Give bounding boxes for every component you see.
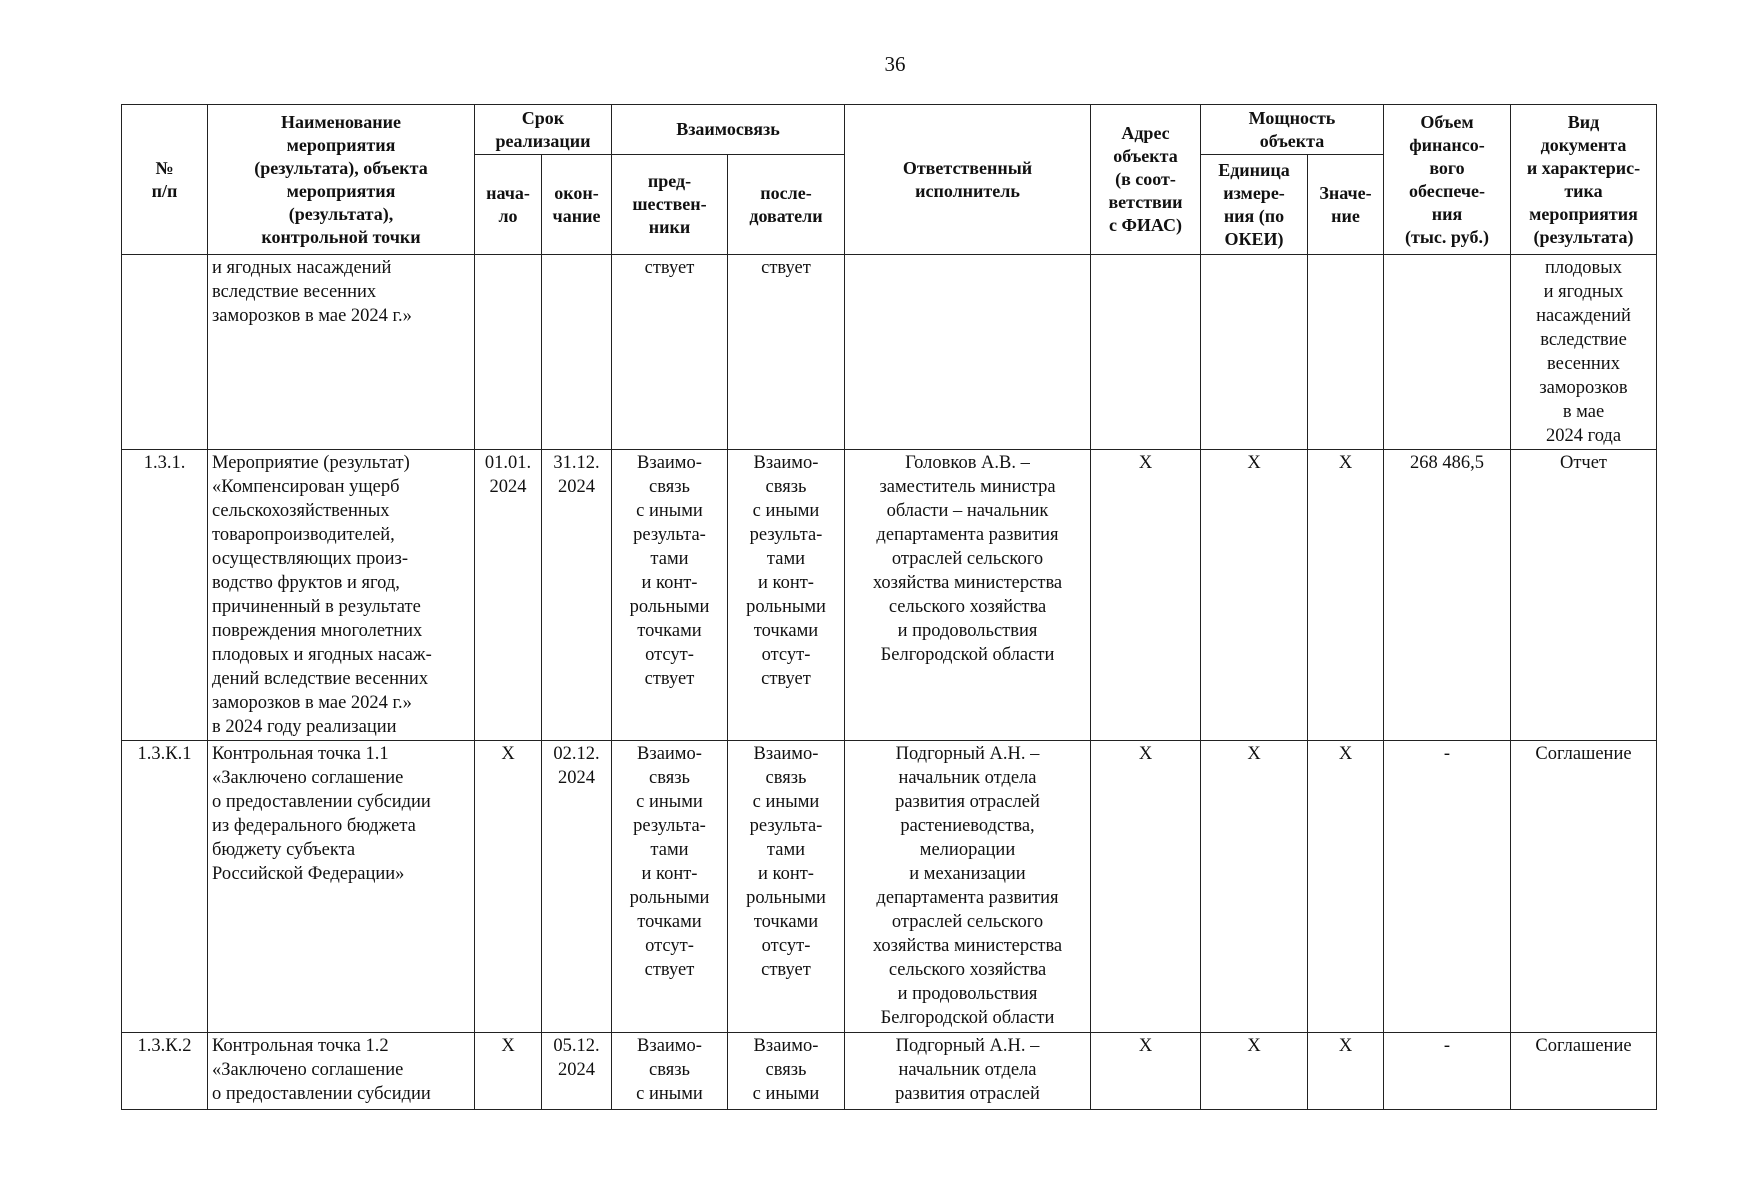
header-address: Адрес объекта (в соот- ветствии с ФИАС) (1091, 105, 1201, 255)
cell-value: X (1308, 1033, 1384, 1110)
header-doc-type: Вид документа и характерис- тика мероприятия (результата) (1511, 105, 1657, 255)
table-row (122, 255, 1657, 450)
cell-address (1091, 255, 1201, 450)
header-num: № п/п (122, 105, 208, 255)
cell-num: 1.3.К.1 (122, 741, 208, 1033)
header-capacity: Мощность объекта (1201, 105, 1384, 155)
cell-doc: Соглашение (1511, 741, 1657, 1033)
cell-start: 01.01. 2024 (475, 450, 542, 741)
header-link-pred: пред- шествен- ники (612, 155, 728, 255)
cell-unit: X (1201, 450, 1308, 741)
activities-table (121, 104, 1657, 1110)
cell-pred: Взаимо- связь с иными результа- тами и конт- рольными точками отсут- ствует (612, 741, 728, 1033)
cell-succ: Взаимо- связь с иными результа- тами и конт- рольными точками отсут- ствует (728, 741, 845, 1033)
cell-start: X (475, 741, 542, 1033)
cell-num: 1.3.1. (122, 450, 208, 741)
cell-succ: Взаимо- связь с иными результа- тами и конт- рольными точками отсут- ствует (728, 450, 845, 741)
cell-responsible (845, 255, 1091, 450)
cell-end: 02.12. 2024 (542, 741, 612, 1033)
header-capacity-unit: Единица измере- ния (по ОКЕИ) (1201, 155, 1308, 255)
header-link-succ: после- дователи (728, 155, 845, 255)
cell-pred: Взаимо- связь с иными результа- тами и конт- рольными точками отсут- ствует (612, 450, 728, 741)
cell-num: 1.3.К.2 (122, 1033, 208, 1110)
table-header (122, 105, 1657, 255)
cell-name: Мероприятие (результат) «Компенсирован ущерб сельскохозяйственных товаропроизводителей, осуществляющих произ- водство фруктов и ягод, причиненный в результате повреждения многолетних плодовых и ягодных насаж- дений вследствие весенних заморозков в мае 2024 г.» в 2024 году реализации (208, 450, 475, 741)
cell-unit (1201, 255, 1308, 450)
cell-value (1308, 255, 1384, 450)
cell-pred: ствует (612, 255, 728, 450)
cell-name: и ягодных насаждений вследствие весенних заморозков в мае 2024 г.» (208, 255, 475, 450)
cell-address: X (1091, 1033, 1201, 1110)
cell-finance (1384, 255, 1511, 450)
page-number: 36 (884, 52, 906, 76)
cell-name: Контрольная точка 1.2 «Заключено соглашение о предоставлении субсидии (208, 1033, 475, 1110)
table-row (122, 1033, 1657, 1110)
cell-end: 05.12. 2024 (542, 1033, 612, 1110)
table-row (122, 450, 1657, 741)
header-finance: Объем финансо- вого обеспече- ния (тыс. руб.) (1384, 105, 1511, 255)
cell-doc: плодовых и ягодных насаждений вследствие весенних заморозков в мае 2024 года (1511, 255, 1657, 450)
cell-succ: ствует (728, 255, 845, 450)
header-responsible: Ответственный исполнитель (845, 105, 1091, 255)
cell-responsible: Головков А.В. – заместитель министра области – начальник департамента развития отраслей сельского хозяйства министерства сельского хозяйства и продовольствия Белгородской области (845, 450, 1091, 741)
cell-name: Контрольная точка 1.1 «Заключено соглашение о предоставлении субсидии из федерального бюджета бюджету субъекта Российской Федерации» (208, 741, 475, 1033)
cell-finance: - (1384, 741, 1511, 1033)
header-name: Наименование мероприятия (результата), объекта мероприятия (результата), контрольной точки (208, 105, 475, 255)
cell-doc: Соглашение (1511, 1033, 1657, 1110)
cell-unit: X (1201, 1033, 1308, 1110)
cell-address: X (1091, 741, 1201, 1033)
cell-end: 31.12. 2024 (542, 450, 612, 741)
cell-address: X (1091, 450, 1201, 741)
cell-end (542, 255, 612, 450)
header-term-start: нача- ло (475, 155, 542, 255)
cell-unit: X (1201, 741, 1308, 1033)
header-term: Срок реализации (475, 105, 612, 155)
cell-value: X (1308, 450, 1384, 741)
cell-finance: - (1384, 1033, 1511, 1110)
cell-value: X (1308, 741, 1384, 1033)
cell-responsible: Подгорный А.Н. – начальник отдела развития отраслей растениеводства, мелиорации и механизации департамента развития отраслей сельского хозяйства министерства сельского хозяйства и продовольствия Белгородской области (845, 741, 1091, 1033)
cell-pred: Взаимо- связь с иными (612, 1033, 728, 1110)
cell-finance: 268 486,5 (1384, 450, 1511, 741)
cell-responsible: Подгорный А.Н. – начальник отдела развития отраслей (845, 1033, 1091, 1110)
cell-doc: Отчет (1511, 450, 1657, 741)
cell-start: X (475, 1033, 542, 1110)
header-link: Взаимосвязь (612, 105, 845, 155)
header-capacity-value: Значе- ние (1308, 155, 1384, 255)
cell-start (475, 255, 542, 450)
table-row (122, 741, 1657, 1033)
header-term-end: окон- чание (542, 155, 612, 255)
cell-num (122, 255, 208, 450)
cell-succ: Взаимо- связь с иными (728, 1033, 845, 1110)
